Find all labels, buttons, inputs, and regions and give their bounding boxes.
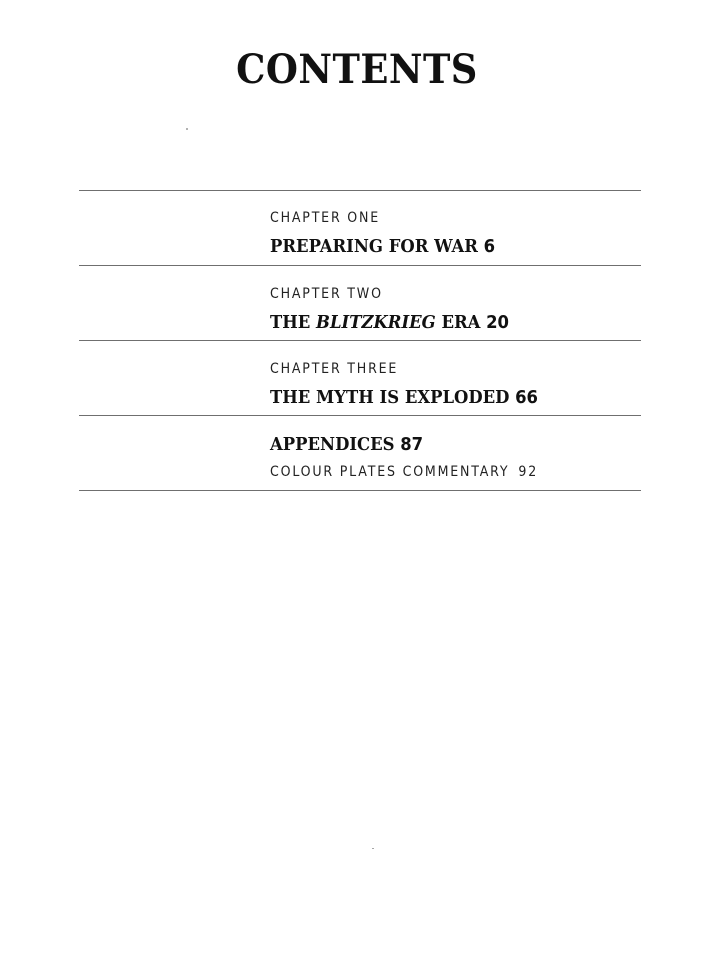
chapter-label: CHAPTER THREE <box>270 361 399 377</box>
toc-entry-back-matter[interactable] <box>270 434 568 481</box>
colour-plates-label <box>270 463 538 481</box>
toc-entry-chapter-two[interactable] <box>270 285 524 334</box>
divider <box>79 415 641 416</box>
appendices-title: APPENDICES <box>270 435 395 455</box>
scan-speck <box>186 128 188 130</box>
chapter-title-suffix: ERA <box>441 313 481 333</box>
chapter-label: CHAPTER TWO <box>270 286 383 302</box>
appendices-heading <box>270 434 550 456</box>
chapter-title-italic: BLITZKRIEG <box>316 313 436 333</box>
page-title: CONTENTS <box>236 46 478 93</box>
chapter-title-prefix: THE <box>270 313 311 333</box>
divider <box>79 340 641 341</box>
chapter-title: PREPARING FOR WAR <box>270 237 478 257</box>
colour-plates-title: COLOUR PLATES COMMENTARY <box>270 464 510 480</box>
divider-bottom <box>79 490 641 491</box>
chapter-heading <box>270 236 495 258</box>
page-number: 6 <box>483 237 496 257</box>
page-number: 20 <box>486 313 509 333</box>
divider <box>79 265 641 266</box>
chapter-title: THE MYTH IS EXPLODED <box>270 388 510 408</box>
chapter-heading <box>270 387 538 409</box>
scan-speck <box>372 848 374 849</box>
divider-top <box>79 190 641 191</box>
chapter-heading <box>270 312 509 334</box>
page-number: 92 <box>518 464 539 480</box>
page-number: 66 <box>515 388 538 408</box>
page-number: 87 <box>400 435 424 455</box>
toc-entry-chapter-three[interactable] <box>270 360 555 409</box>
chapter-label: CHAPTER ONE <box>270 210 381 226</box>
toc-entry-chapter-one[interactable] <box>270 209 509 258</box>
